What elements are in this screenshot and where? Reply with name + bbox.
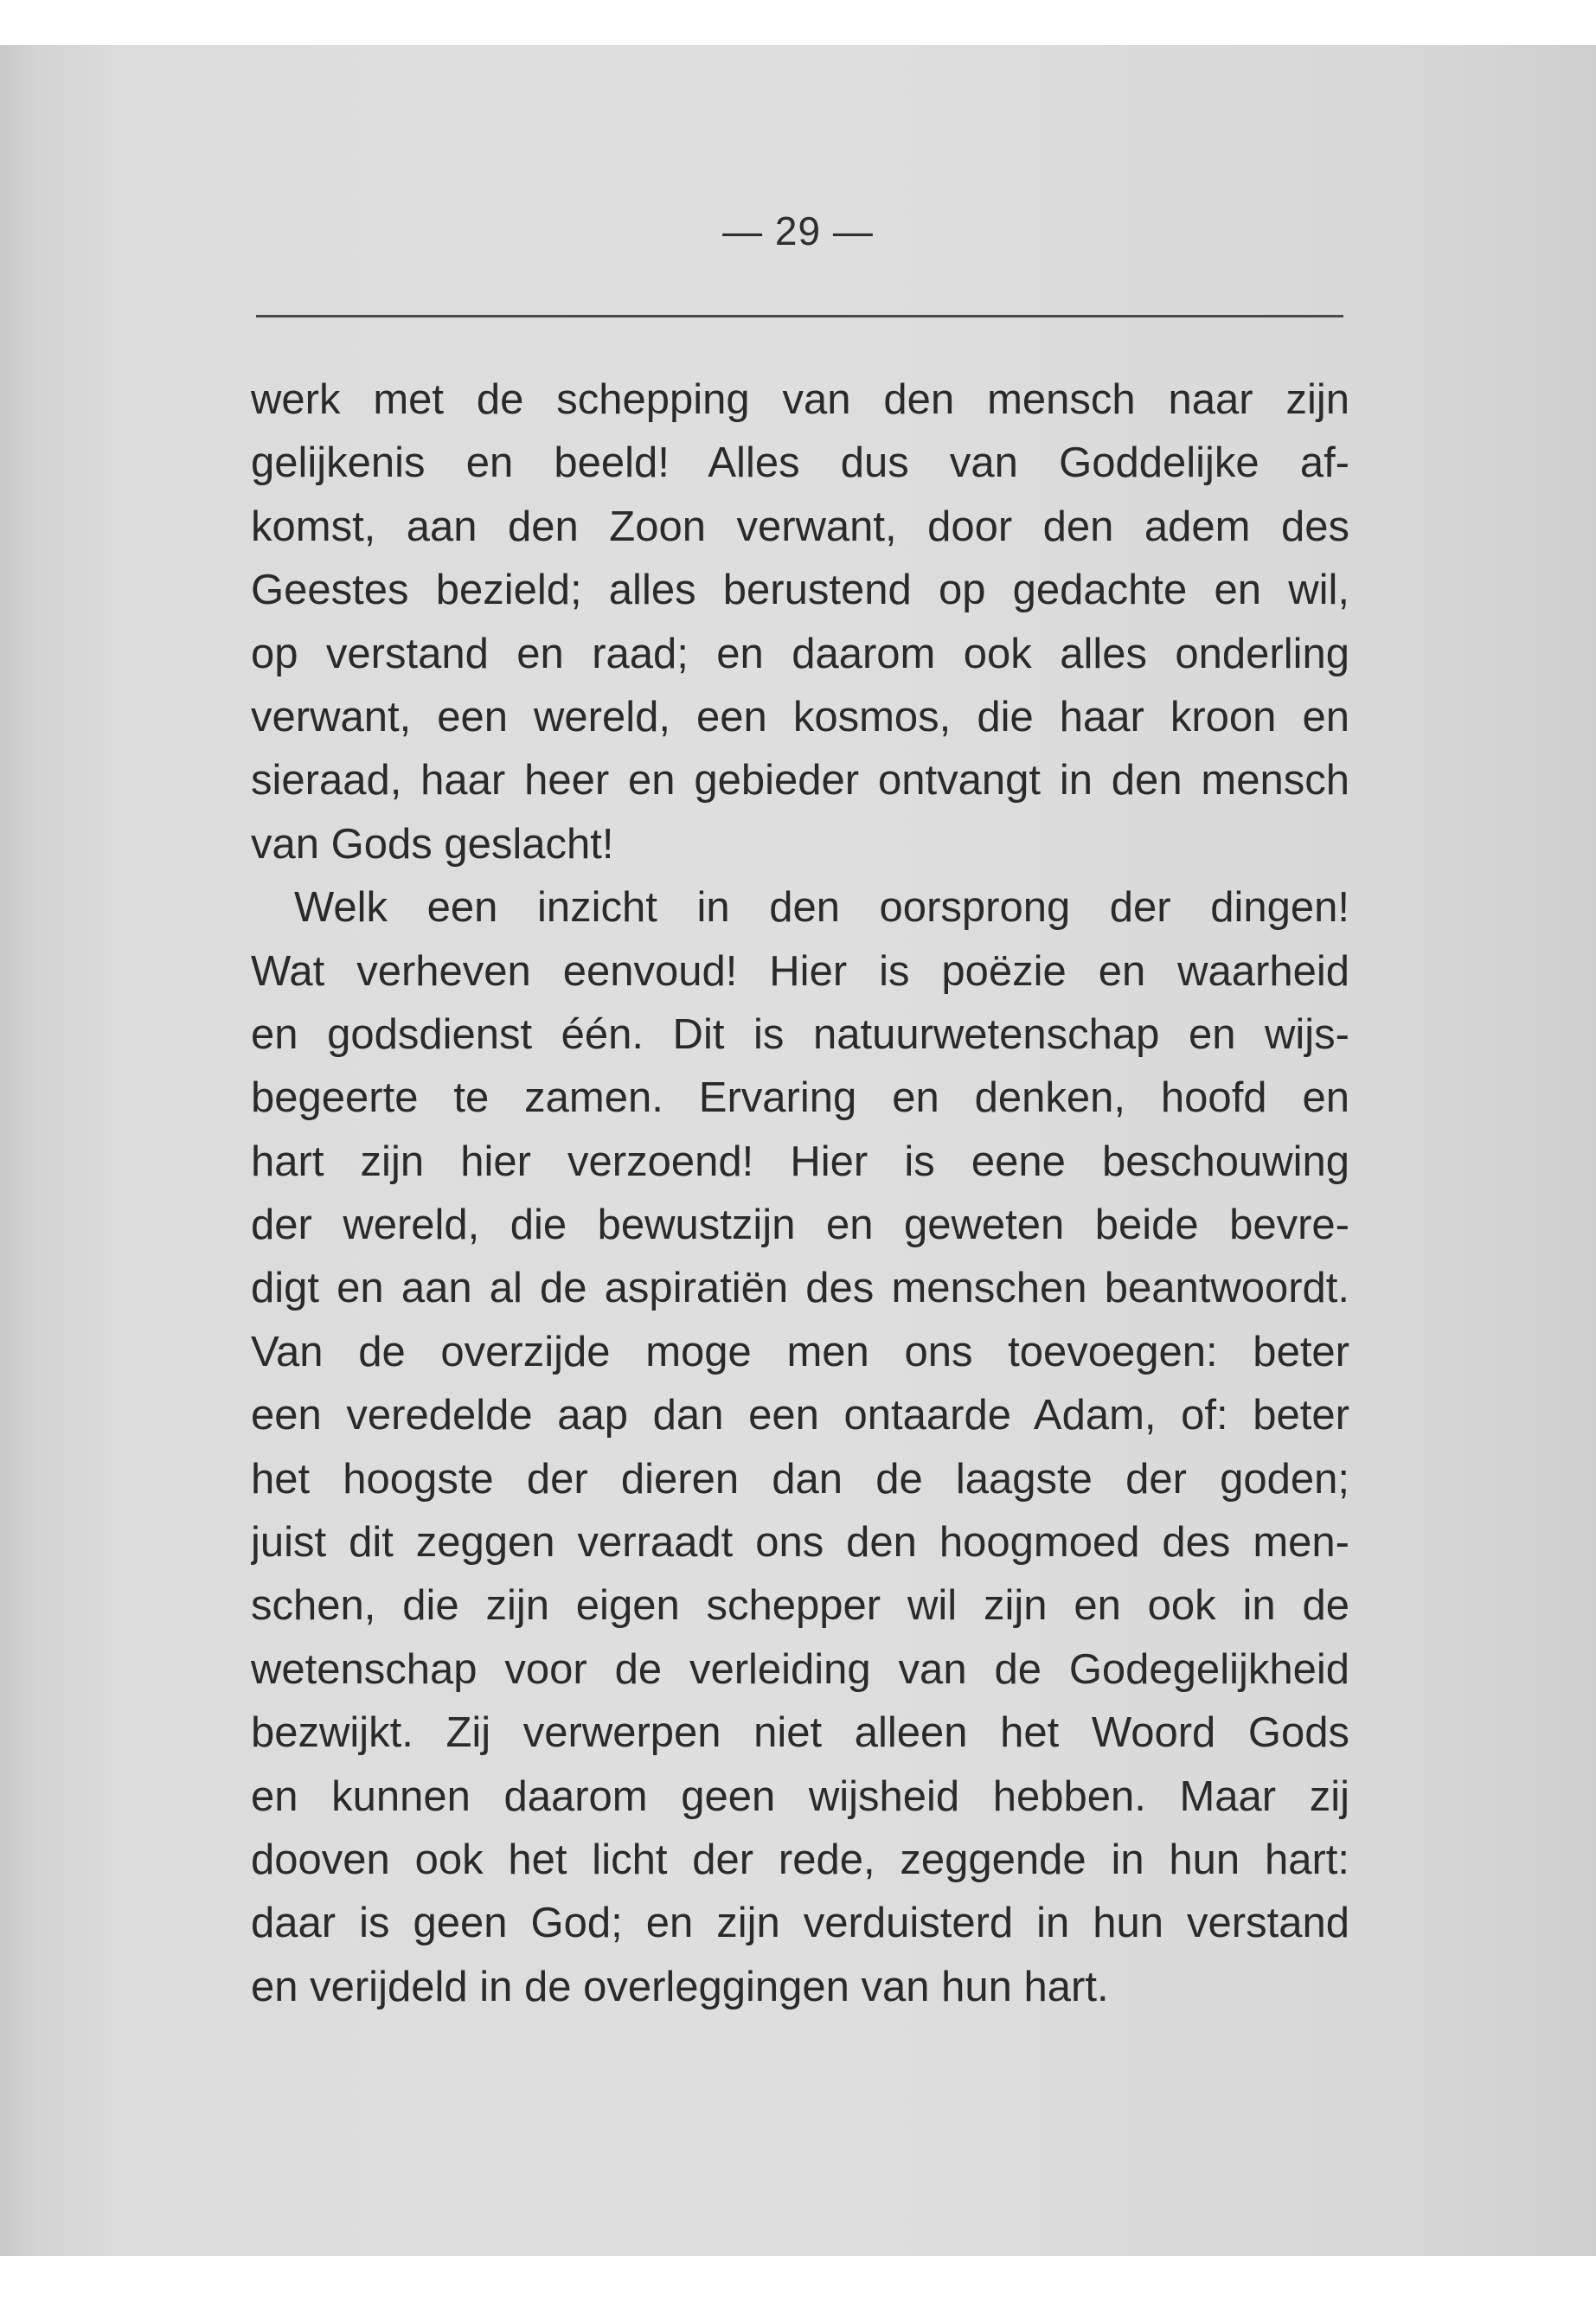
text-line: Geestes bezield; alles berustend op gedachte en wil, [251,567,1349,614]
text-line: op verstand en raad; en daarom ook alles onderling [251,630,1349,677]
text-line: daar is geen God; en zijn verduisterd in hun verstand [251,1900,1349,1947]
text-line: het hoogste der dieren dan de laagste der goden; [251,1455,1349,1503]
text-line: werk met de schepping van den mensch naar zijn [251,376,1349,423]
text-line: Van de overzijde moge men ons toevoegen: beter [251,1328,1349,1375]
text-line: der wereld, die bewustzijn en geweten beide bevre- [251,1202,1349,1249]
text-line: en verijdeld in de overleggingen van hun hart. [251,1963,1109,2010]
text-line: gelijkenis en beeld! Alles dus van Goddelijke af- [251,439,1349,487]
text-line: dooven ook het licht der rede, zeggende in hun hart: [251,1836,1349,1883]
text-line: en godsdienst één. Dit is natuurwetenschap en wijs- [251,1010,1349,1058]
scanned-page [0,45,1596,2256]
body-text [251,369,1349,2019]
text-line: schen, die zijn eigen schepper wil zijn en ook in de [251,1582,1349,1630]
text-line: hart zijn hier verzoend! Hier is eene beschouwing [251,1138,1349,1185]
text-line: van Gods geslacht! [251,820,614,868]
text-line: komst, aan den Zoon verwant, door den adem des [251,503,1349,550]
text-line: en kunnen daarom geen wijsheid hebben. Maar zij [251,1772,1349,1820]
header-rule [256,315,1343,317]
text-line: een veredelde aap dan een ontaarde Adam, of: beter [251,1392,1349,1439]
page-number: — 29 — [722,208,874,253]
text-line: digt en aan al de aspiratiën des menschen beantwoordt. [251,1265,1349,1312]
text-line: juist dit zeggen verraadt ons den hoogmoed des men- [251,1519,1349,1567]
text-line: verwant, een wereld, een kosmos, die haar kroon en [251,693,1349,740]
text-line: Wat verheven eenvoud! Hier is poëzie en waarheid [251,947,1349,995]
text-line: sieraad, haar heer en gebieder ontvangt in den mensch [251,757,1349,804]
text-line: Welk een inzicht in den oorsprong der dingen! [294,884,1349,932]
text-line: wetenschap voor de verleiding van de Godegelijkheid [251,1645,1349,1693]
text-line: begeerte te zamen. Ervaring en denken, hoofd en [251,1074,1349,1122]
text-line: bezwijkt. Zij verwerpen niet alleen het Woord Gods [251,1709,1349,1757]
